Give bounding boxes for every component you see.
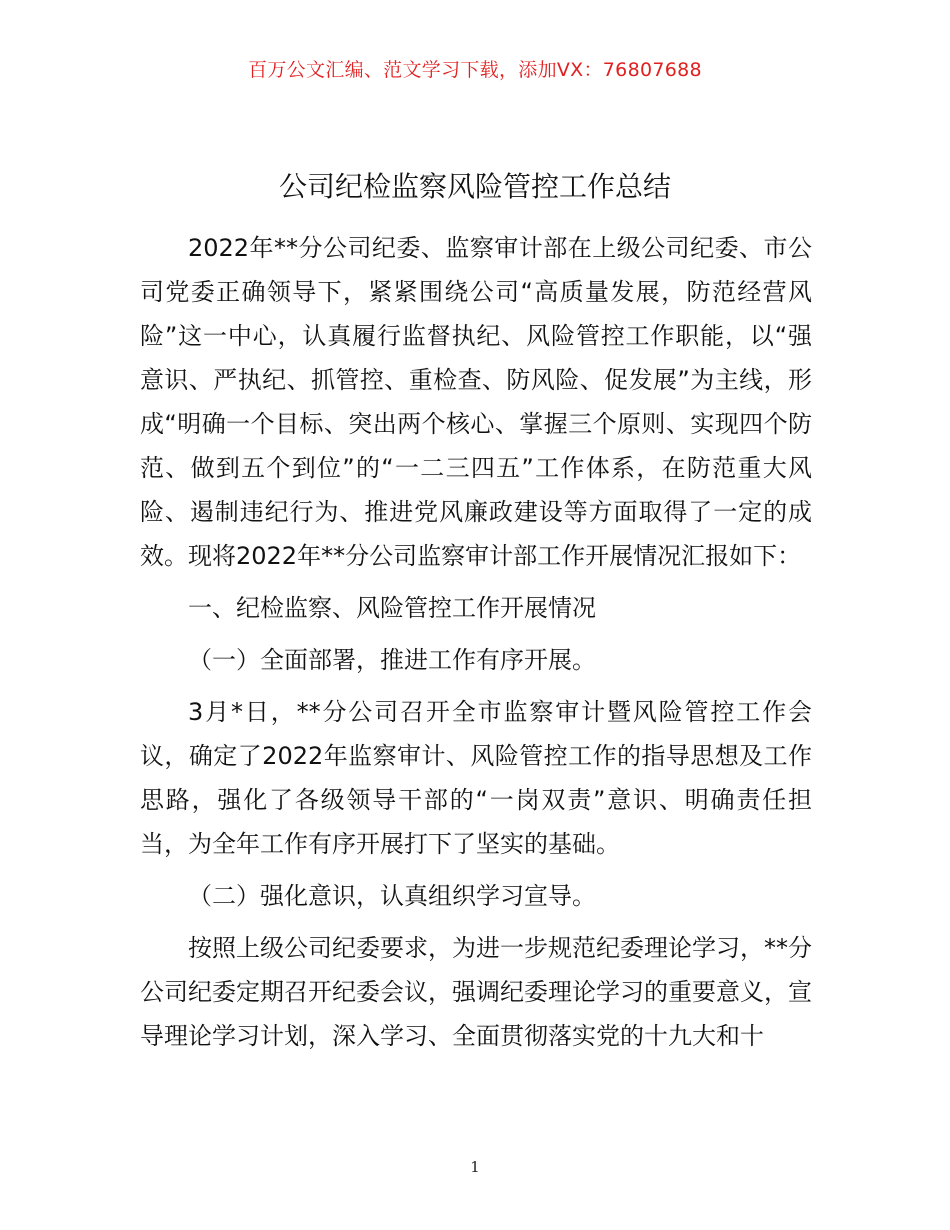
paragraph-study: 按照上级公司纪委要求，为进一步规范纪委理论学习，**分公司纪委定期召开纪委会议，强调纪委理论学习的重要意义，宣导理论学习计划，深入学习、全面贯彻落实党的十九大和十 bbox=[140, 934, 812, 1050]
paragraph-deployment: 3月*日，**分公司召开全市监察审计暨风险管控工作会议，确定了2022年监察审计、风险管控工作的指导思想及工作思路，强化了各级领导干部的“一岗双责”意识、明确责任担当，为全年工作有序开展打下了坚实的基础。 bbox=[140, 698, 812, 858]
header-watermark: 百万公文汇编、范文学习下载，添加VX：76807688 bbox=[248, 59, 702, 81]
paragraph-intro: 2022年**分公司纪委、监察审计部在上级公司纪委、市公司党委正确领导下，紧紧围绕公司“高质量发展，防范经营风险”这一中心，认真履行监督执纪、风险管控工作职能，以“强意识、严执纪、抓管控、重检查、防风险、促发展”为主线，形成“明确一个目标、突出两个核心、掌握三个原则、实现四个防范、做到五个到位”的“一二三四五”工作体系，在防范重大风险、遏制违纪行为、推进党风廉政建设等方面取得了一定的成效。现将2022年**分公司监察审计部工作开展情况汇报如下： bbox=[140, 234, 812, 570]
subsection-heading-2: （二）强化意识，认真组织学习宣导。 bbox=[188, 882, 596, 910]
document-body bbox=[140, 226, 812, 1058]
subsection-heading-1: （一）全面部署，推进工作有序开展。 bbox=[188, 646, 596, 674]
section-heading: 一、纪检监察、风险管控工作开展情况 bbox=[188, 594, 596, 622]
page-number: 1 bbox=[470, 1158, 480, 1176]
document-title: 公司纪检监察风险管控工作总结 bbox=[278, 170, 671, 203]
